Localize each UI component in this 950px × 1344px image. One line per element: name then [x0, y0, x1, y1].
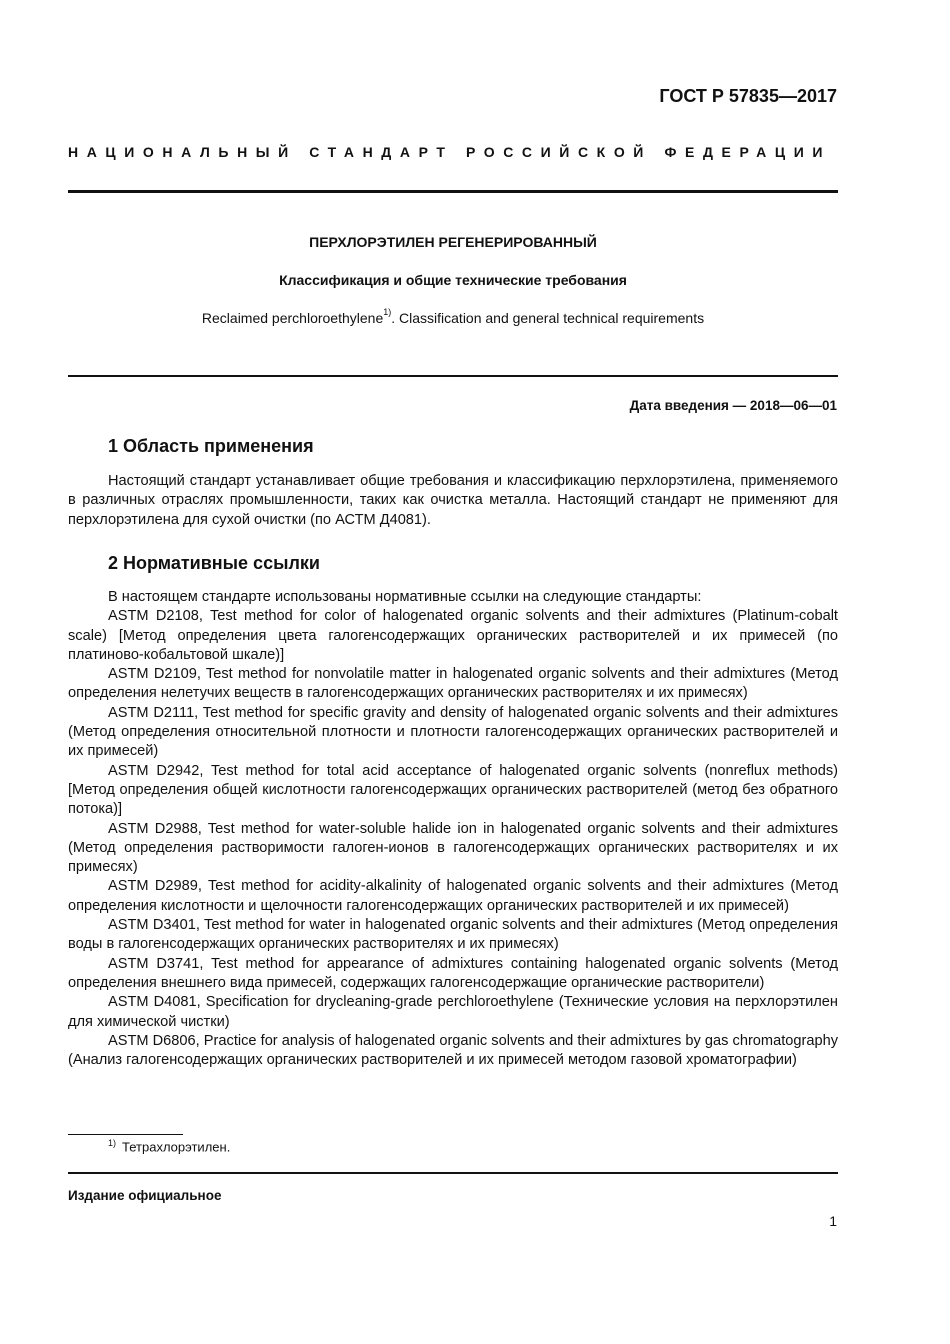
footnote-divider	[68, 1134, 183, 1135]
edition-label: Издание официальное	[68, 1188, 222, 1203]
footer-divider	[68, 1172, 838, 1174]
footnote-reference: 1)	[383, 307, 392, 317]
section-2-heading: 2 Нормативные ссылки	[108, 553, 320, 573]
reference-item: ASTM D3401, Test method for water in halogenated organic solvents and their admixtures (Метод определения воды в галогенсодержащих органических растворителях и их примесях)	[68, 917, 838, 953]
section-2-body	[68, 588, 838, 1070]
gost-identifier: ГОСТ Р 57835—2017	[659, 86, 837, 106]
reference-item: ASTM D2108, Test method for color of halogenated organic solvents and their admixtures (Platinum-cobalt scale) [Метод определения цвета галогенсодержащих органических растворителей и их примесей (по платиново-кобальтовой шкале)]	[68, 608, 838, 663]
page-number: 1	[829, 1213, 837, 1229]
reference-item: ASTM D2942, Test method for total acid acceptance of halogenated organic solvents (nonreflux methods) [Метод определения общей кислотности галогенсодержащих органических растворителей (метод без обратного потока)]	[68, 762, 838, 818]
reference-item: ASTM D4081, Specification for drycleaning-grade perchloroethylene (Технические условия на перхлорэтилен для химической чистки)	[68, 994, 838, 1030]
national-standard-banner: НАЦИОНАЛЬНЫЙ СТАНДАРТ РОССИЙСКОЙ ФЕДЕРАЦИИ	[68, 144, 832, 160]
title-divider	[68, 375, 838, 377]
introduction-date: Дата введения — 2018—06—01	[629, 398, 837, 413]
footnote-text: Тетрахлорэтилен.	[122, 1139, 231, 1155]
footnote	[108, 1138, 230, 1154]
section-1-body	[68, 472, 838, 530]
english-title-part1: Reclaimed perchloroethylene	[201, 310, 384, 326]
reference-item: ASTM D2988, Test method for water-soluble halide ion in halogenated organic solvents and their admixtures (Метод определения растворимости галоген-ионов в галогенсодержащих органических растворителях и их примесях)	[68, 820, 838, 876]
header-divider	[68, 190, 838, 193]
reference-item: ASTM D2109, Test method for nonvolatile matter in halogenated organic solvents and their admixtures (Метод определения нелетучих веществ в галогенсодержащих органических растворителях и их примесях)	[68, 666, 838, 702]
english-title	[68, 307, 838, 326]
reference-item: ASTM D3741, Test method for appearance of admixtures containing halogenated organic solvents (Метод определения внешнего вида примесей, содержащих галогенсодержащие органические растворители)	[68, 955, 838, 991]
section-1-paragraph: Настоящий стандарт устанавливает общие требования и классификацию перхлорэтилена, применяемого в различных отраслях промышленности, таких как очистка металла. Настоящий стандарт не применяют для перхлорэтилена для сухой очистки (по АСТМ Д4081).	[68, 473, 838, 528]
reference-item: ASTM D2111, Test method for specific gravity and density of halogenated organic solvents and their admixtures (Метод определения относительной плотности и плотности галогенсодержащих органических растворителей и их примесей)	[68, 704, 838, 760]
section-1-heading: 1 Область применения	[108, 436, 314, 456]
document-title: ПЕРХЛОРЭТИЛЕН РЕГЕНЕРИРОВАННЫЙ	[309, 234, 597, 250]
document-subtitle: Классификация и общие технические требования	[279, 272, 627, 288]
reference-intro: В настоящем стандарте использованы нормативные ссылки на следующие стандарты:	[108, 589, 702, 605]
reference-item: ASTM D2989, Test method for acidity-alkalinity of halogenated organic solvents and their admixtures (Метод определения кислотности и щелочности галогенсодержащих органических растворителей и их примесей)	[68, 878, 838, 914]
reference-item: ASTM D6806, Practice for analysis of halogenated organic solvents and their admixtures by gas chromatography (Анализ галогенсодержащих органических растворителей и их примесей методом газовой хроматографии)	[68, 1032, 838, 1069]
english-title-part2: . Classification and general technical requirements	[391, 310, 705, 326]
footnote-mark: 1)	[108, 1138, 117, 1148]
